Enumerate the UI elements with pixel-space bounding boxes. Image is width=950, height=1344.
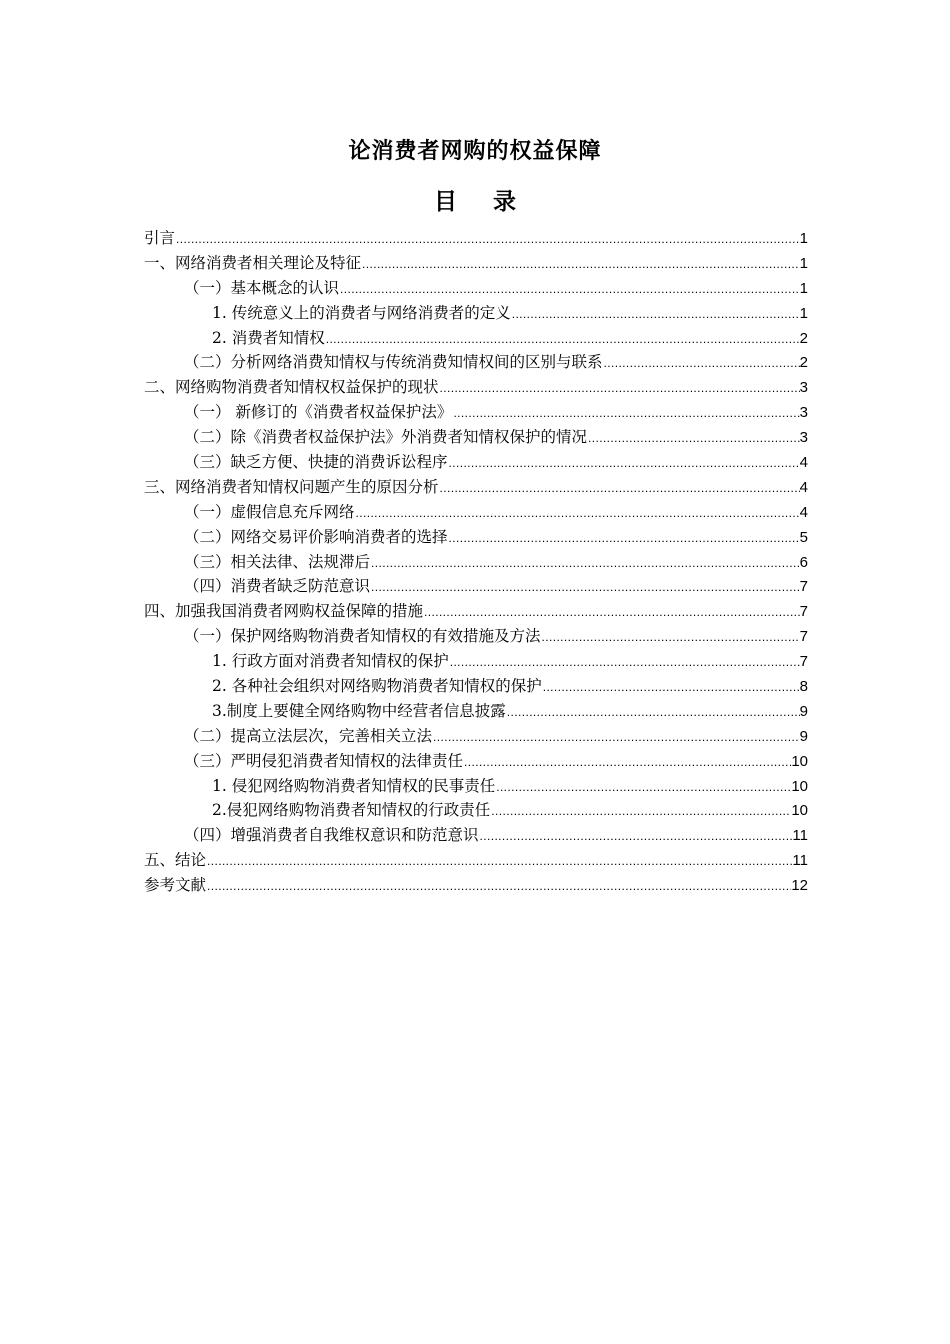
toc-page-number: 4 (799, 478, 808, 496)
toc-entry[interactable] (144, 400, 808, 425)
toc-leader-dots (439, 376, 800, 401)
toc-leader-dots (355, 501, 800, 526)
toc-page-number: 4 (799, 454, 808, 472)
toc-leader-dots (452, 401, 799, 426)
toc-page-number: 9 (799, 702, 808, 720)
toc-entry[interactable] (144, 873, 808, 898)
toc-leader-dots (603, 351, 800, 376)
toc-page-number: 10 (791, 802, 808, 820)
toc-leader-dots (448, 526, 800, 551)
toc-entry[interactable] (144, 425, 808, 450)
toc-leader-dots (206, 849, 792, 874)
toc-leader-dots (423, 600, 800, 625)
toc-page-number: 1 (799, 254, 808, 272)
toc-entry[interactable] (144, 848, 808, 873)
toc-leader-dots (325, 327, 800, 352)
toc-entry-label: 一、网络消费者相关理论及特征 (144, 253, 362, 272)
toc-entry-label: 1. 行政方面对消费者知情权的保护 (212, 652, 449, 671)
toc-leader-dots (479, 824, 793, 849)
toc-leader-dots (542, 675, 800, 700)
toc-leader-dots (449, 650, 800, 675)
toc-entry[interactable] (144, 798, 808, 823)
toc-entry-label: （一）基本概念的认识 (184, 278, 340, 297)
toc-leader-dots (541, 625, 800, 650)
toc-leader-dots (361, 252, 800, 277)
toc-entry[interactable] (144, 574, 808, 599)
toc-entry-label: （一） 新修订的《消费者权益保护法》 (184, 403, 453, 422)
toc-entry-label: （四）消费者缺乏防范意识 (184, 577, 371, 596)
toc-leader-dots (495, 775, 791, 800)
toc-entry[interactable] (144, 226, 808, 251)
toc-entry[interactable] (144, 276, 808, 301)
toc-entry-label: 引言 (144, 229, 176, 247)
toc-entry-label: 二、网络购物消费者知情权权益保护的现状 (144, 378, 439, 397)
toc-entry-label: 1. 侵犯网络购物消费者知情权的民事责任 (212, 776, 496, 795)
toc-page-number: 1 (799, 279, 808, 297)
toc-entry[interactable] (144, 674, 808, 699)
toc-entry-label: 2. 消费者知情权 (212, 328, 325, 347)
toc-page-number: 3 (799, 429, 808, 447)
toc-entry-label: 3.制度上要健全网络购物中经营者信息披露 (212, 701, 506, 720)
toc-page-number: 2 (799, 329, 808, 347)
toc-leader-dots (439, 476, 800, 501)
toc-entry[interactable] (144, 525, 808, 550)
toc-page-number: 10 (791, 777, 808, 795)
toc-heading: 目 录 (433, 188, 530, 215)
toc-entry-label: （一）保护网络购物消费者知情权的有效措施及方法 (184, 627, 541, 646)
toc-entry-label: 四、加强我国消费者网购权益保障的措施 (144, 602, 424, 621)
toc-entry-label: 2. 各种社会组织对网络购物消费者知情权的保护 (212, 677, 542, 696)
toc-leader-dots (463, 750, 791, 775)
toc-leader-dots (370, 575, 800, 600)
toc-page-number: 11 (792, 827, 808, 845)
toc-page-number: 6 (799, 553, 808, 571)
toc-entry-label: 三、网络消费者知情权问题产生的原因分析 (144, 477, 439, 496)
toc-entry[interactable] (144, 350, 808, 375)
toc-entry[interactable] (144, 450, 808, 475)
toc-leader-dots (448, 451, 800, 476)
toc-entry-label: 1. 传统意义上的消费者与网络消费者的定义 (212, 303, 511, 322)
toc-page-number: 8 (799, 678, 808, 696)
toc-entry[interactable] (144, 251, 808, 276)
toc-entry[interactable] (144, 475, 808, 500)
toc-page-number: 5 (799, 528, 808, 546)
toc-entry-label: （二）分析网络消费知情权与传统消费知情权间的区别与联系 (184, 353, 603, 372)
toc-leader-dots (490, 799, 791, 824)
toc-page-number: 2 (799, 354, 808, 372)
toc-leader-dots (432, 725, 800, 750)
toc-page-number: 1 (799, 304, 808, 322)
toc-entry-label: （二）除《消费者权益保护法》外消费者知情权保护的情况 (184, 428, 588, 447)
toc-entry[interactable] (144, 301, 808, 326)
toc-entry[interactable] (144, 774, 808, 799)
toc-leader-dots (587, 426, 800, 451)
toc-entry[interactable] (144, 724, 808, 749)
toc-leader-dots (206, 874, 791, 899)
toc-entry[interactable] (144, 699, 808, 724)
toc-leader-dots (511, 302, 800, 327)
toc-page-number: 7 (799, 603, 808, 621)
toc-entry[interactable] (144, 649, 808, 674)
toc-entry-label: （三）严明侵犯消费者知情权的法律责任 (184, 751, 464, 770)
toc-page-number: 3 (799, 379, 808, 397)
toc-entry-label: （三）缺乏方便、快捷的消费诉讼程序 (184, 453, 448, 472)
toc-page-number: 11 (792, 852, 808, 870)
toc-page-number: 7 (799, 578, 808, 596)
toc-page-number: 9 (799, 727, 808, 745)
toc-leader-dots (175, 227, 800, 252)
toc-page-number: 7 (799, 628, 808, 646)
toc-page-number: 4 (799, 503, 808, 521)
toc-entry[interactable] (144, 624, 808, 649)
toc-entry-label: 参考文献 (144, 876, 207, 895)
toc-page-number: 12 (791, 877, 808, 895)
toc-entry-label: （二）网络交易评价影响消费者的选择 (184, 527, 448, 546)
toc-entry[interactable] (144, 599, 808, 624)
toc-entry[interactable] (144, 550, 808, 575)
toc-entry-label: （四）增强消费者自我维权意识和防范意识 (184, 826, 479, 845)
toc-page-number: 10 (791, 752, 808, 770)
toc-entry-label: （二）提高立法层次，完善相关立法 (184, 726, 433, 745)
toc-entry-label: （一）虚假信息充斥网络 (184, 502, 355, 521)
toc-leader-dots (506, 700, 800, 725)
toc-leader-dots (339, 277, 800, 302)
table-of-contents (144, 226, 808, 898)
toc-entry[interactable] (144, 326, 808, 351)
toc-entry[interactable] (144, 500, 808, 525)
toc-entry-label: 五、结论 (144, 851, 207, 870)
toc-entry-label: （三）相关法律、法规滞后 (184, 552, 371, 571)
toc-page-number: 1 (799, 230, 808, 247)
toc-entry[interactable] (144, 749, 808, 774)
toc-entry[interactable] (144, 823, 808, 848)
toc-page-number: 7 (799, 653, 808, 671)
toc-leader-dots (370, 551, 800, 576)
toc-page-number: 3 (799, 404, 808, 422)
document-title: 论消费者网购的权益保障 (348, 138, 602, 164)
toc-entry-label: 2.侵犯网络购物消费者知情权的行政责任 (212, 801, 491, 820)
toc-entry[interactable] (144, 375, 808, 400)
